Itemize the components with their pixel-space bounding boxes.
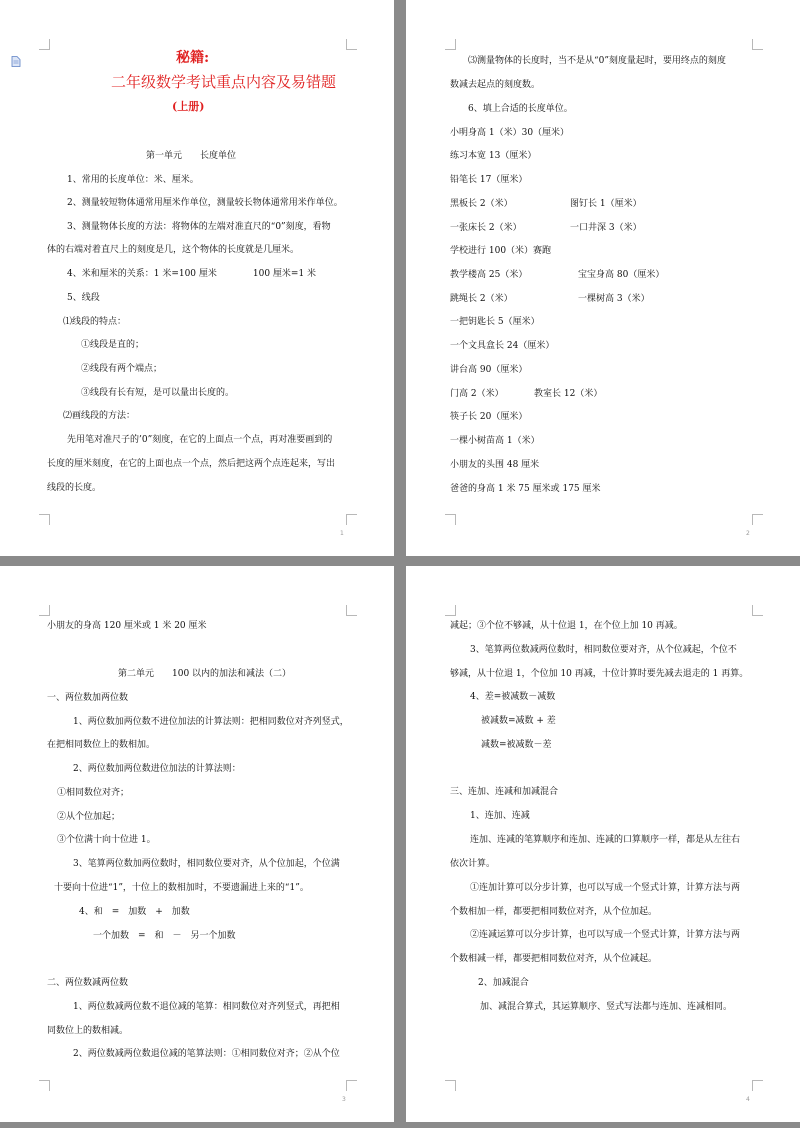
text-line: 图钉长 1（厘米） <box>570 199 642 209</box>
crop-mark <box>752 514 763 525</box>
text-line: 一个文具盒长 24（厘米） <box>450 341 555 351</box>
text-line: ①相同数位对齐； <box>57 788 130 798</box>
crop-mark <box>39 514 50 525</box>
text-line: 一、两位数加两位数 <box>47 693 129 703</box>
crop-mark <box>752 1080 763 1091</box>
text-line: ②线段有两个端点； <box>81 364 163 374</box>
text-line: ①线段是直的； <box>81 340 145 350</box>
crop-mark <box>445 39 456 50</box>
crop-mark <box>445 605 456 616</box>
text-line: 4、差=被减数－减数 <box>470 692 556 702</box>
text-line: 小朋友的头围 48 厘米 <box>450 460 540 470</box>
crop-mark <box>752 39 763 50</box>
page-number: 3 <box>342 1096 346 1103</box>
text-line: 2、两位数加两位数进位加法的计算法则： <box>73 764 241 774</box>
text-line: 长度的厘米刻度，在它的上面也点一个点，然后把这两个点连起来，写出 <box>47 459 336 469</box>
text-line: 1、常用的长度单位：米、厘米。 <box>67 175 199 185</box>
document-volume: (上册) <box>172 100 205 113</box>
page-number: 4 <box>746 1096 750 1103</box>
section-heading: 第二单元 100 以内的加法和减法（二） <box>118 669 292 679</box>
text-line: ③个位满十向十位进 1。 <box>57 835 156 845</box>
crop-mark <box>39 1080 50 1091</box>
crop-mark <box>346 39 357 50</box>
crop-mark <box>445 1080 456 1091</box>
text-line: 连加、连减的笔算顺序和连加、连减的口算顺序一样，都是从左往右 <box>470 835 741 845</box>
text-line: ②从个位加起； <box>57 812 121 822</box>
text-line: 4、和 = 加数 + 加数 <box>79 907 190 917</box>
text-line: 5、线段 <box>67 293 100 303</box>
text-line: 十要向十位进“1”，十位上的数相加时，不要遗漏进上来的“1”。 <box>54 883 309 893</box>
text-line: 3、笔算两位数加两位数时，相同数位要对齐，从个位加起，个位满 <box>73 859 340 869</box>
text-line: 筷子长 20（厘米） <box>450 412 528 422</box>
text-line: 铅笔长 17（厘米） <box>450 175 528 185</box>
text-line: 线段的长度。 <box>47 483 102 493</box>
text-line: 在把相同数位上的数相加。 <box>47 740 156 750</box>
text-line: 减数=被减数－差 <box>481 740 552 750</box>
text-line: 依次计算。 <box>450 859 496 869</box>
text-line: 一口井深 3（米） <box>570 223 642 233</box>
page-1 <box>0 0 394 556</box>
text-line: 个数相加一样，都要把相同数位对齐，从个位加起。 <box>450 907 658 917</box>
text-line: ⑵画线段的方法： <box>63 411 136 421</box>
text-line: 1、两位数减两位数不退位减的笔算：相同数位对齐列竖式，再把相 <box>73 1002 340 1012</box>
text-line: 小朋友的身高 120 厘米或 1 米 20 厘米 <box>47 621 207 631</box>
document-title: 秘籍: <box>176 50 210 66</box>
page-4 <box>406 566 800 1122</box>
text-line: 练习本宽 13（厘米） <box>450 151 537 161</box>
page-3 <box>0 566 394 1122</box>
crop-mark <box>346 605 357 616</box>
text-line: ⑴线段的特点： <box>63 317 127 327</box>
text-line: 学校进行 100（米）赛跑 <box>450 246 552 256</box>
text-line: 同数位上的数相减。 <box>47 1026 129 1036</box>
text-line: 一张床长 2（米） <box>450 223 522 233</box>
text-line: 2、测量较短物体通常用厘米作单位，测量较长物体通常用米作单位。 <box>67 198 343 208</box>
section-heading: 三、连加、连减和加减混合 <box>450 787 559 797</box>
text-line: 数减去起点的刻度数。 <box>450 80 541 90</box>
text-line: ②连减运算可以分步计算，也可以写成一个竖式计算，计算方法与两 <box>470 930 741 940</box>
text-line: 一个加数 = 和 － 另一个加数 <box>93 931 236 941</box>
text-line: 1、两位数加两位数不进位加法的计算法则：把相同数位对齐列竖式， <box>73 717 349 727</box>
text-line: 1、连加、连减 <box>470 811 530 821</box>
text-line: 个数相减一样，都要把相同数位对齐，从个位减起。 <box>450 954 658 964</box>
text-line: 爸爸的身高 1 米 75 厘米或 175 厘米 <box>450 484 601 494</box>
section-heading: 第一单元 长度单位 <box>146 151 237 161</box>
text-line: 3、测量物体长度的方法：将物体的左端对准直尺的“0”刻度，看物 <box>67 222 331 232</box>
text-line: 6、填上合适的长度单位。 <box>468 104 573 114</box>
text-line: 一棵小树苗高 1（米） <box>450 436 540 446</box>
text-line: ③线段有长有短，是可以量出长度的。 <box>81 388 235 398</box>
text-line: 被减数=减数 + 差 <box>481 716 556 726</box>
text-line: 宝宝身高 80（厘米） <box>578 270 665 280</box>
text-line: 黑板长 2（米） <box>450 199 513 209</box>
page-number: 1 <box>340 530 344 537</box>
text-line: 跳绳长 2（米） <box>450 294 513 304</box>
crop-mark <box>39 605 50 616</box>
crop-mark <box>752 605 763 616</box>
text-line: 减起；③个位不够减，从十位退 1，在个位上加 10 再减。 <box>450 621 683 631</box>
text-line: 小明身高 1（米）30（厘米） <box>450 128 570 138</box>
document-subtitle: 二年级数学考试重点内容及易错题 <box>111 73 337 91</box>
crop-mark <box>445 514 456 525</box>
text-line: 4、米和厘米的关系：1 米=100 厘米 100 厘米=1 米 <box>67 269 317 279</box>
crop-mark <box>346 514 357 525</box>
text-line: 一把钥匙长 5（厘米） <box>450 317 540 327</box>
text-line: 一棵树高 3（米） <box>578 294 650 304</box>
text-line: 先用笔对准尺子的’0”刻度，在它的上面点一个点，再对准要画到的 <box>67 435 333 445</box>
text-line: 加、减混合算式，其运算顺序、竖式写法都与连加、连减相同。 <box>480 1002 733 1012</box>
text-line: 体的右端对着直尺上的刻度是几，这个物体的长度就是几厘米。 <box>47 245 300 255</box>
text-line: ①连加计算可以分步计算，也可以写成一个竖式计算，计算方法与两 <box>470 883 741 893</box>
text-line: 门高 2（米） <box>450 389 504 399</box>
document-icon[interactable] <box>11 56 21 67</box>
text-line: 2、两位数减两位数退位减的笔算法则：①相同数位对齐；②从个位 <box>73 1049 340 1059</box>
crop-mark <box>346 1080 357 1091</box>
text-line: 讲台高 90（厘米） <box>450 365 528 375</box>
page-number: 2 <box>746 530 750 537</box>
text-line: 教室长 12（米） <box>534 389 603 399</box>
crop-mark <box>39 39 50 50</box>
text-line: 3、笔算两位数减两位数时，相同数位要对齐，从个位减起，个位不 <box>470 645 737 655</box>
text-line: 二、两位数减两位数 <box>47 978 129 988</box>
text-line: 够减，从十位退 1，个位加 10 再减，十位计算时要先减去退走的 1 再算。 <box>450 669 749 679</box>
page-2 <box>406 0 800 556</box>
text-line: ⑶测量物体的长度时，当不是从“0”刻度量起时，要用终点的刻度 <box>468 56 726 66</box>
text-line: 教学楼高 25（米） <box>450 270 528 280</box>
text-line: 2、加减混合 <box>478 978 529 988</box>
